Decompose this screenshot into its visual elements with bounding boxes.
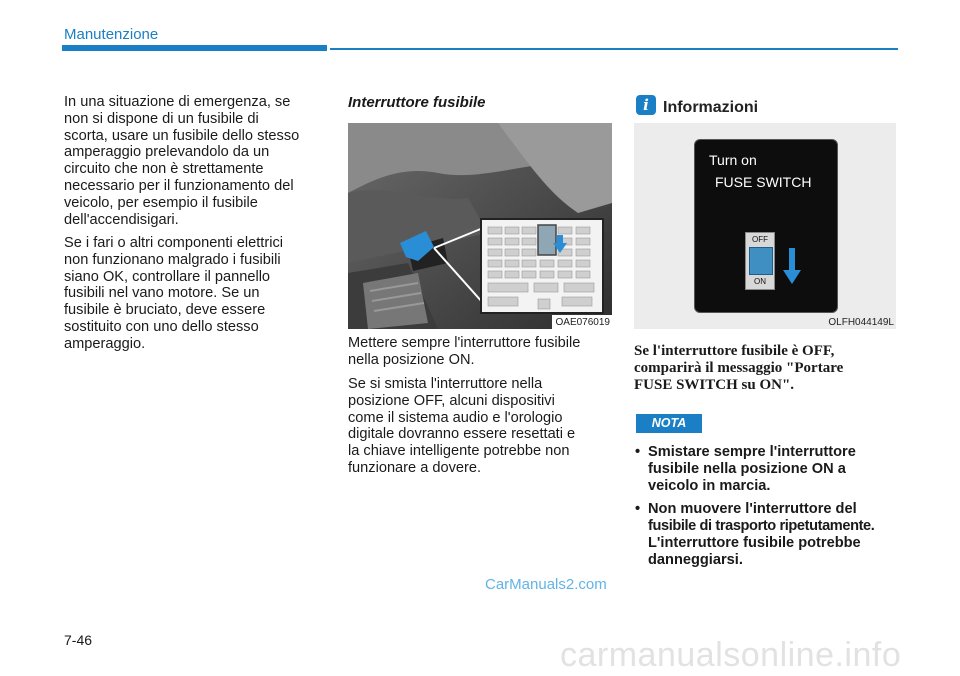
arrow-down-icon [783, 248, 801, 284]
info-title: Informazioni [663, 99, 759, 116]
cluster-display [694, 139, 838, 313]
col2-paragraph-1: Mettere sempre l'interruttore fusibile nella posizione ON. [348, 335, 581, 368]
figure-code-label-2: OLFH044149L [824, 315, 896, 329]
page-number: 7-46 [64, 632, 93, 648]
info-icon: i [636, 95, 656, 115]
list-item: • Non muovere l'interruttore del fusibile di trasporto ripetutamente. L'interruttore fusibile potrebbe danneggiarsi. [635, 501, 875, 568]
switch-on-label: ON [754, 277, 766, 286]
col2-paragraph-2: Se si smista l'interruttore nella posizione OFF, alcuni dispositivi come il sistema audio e l'orologio digitale dovranno essere resettati e la chiave intelligente potrebbe non funzionare a dovere. [348, 376, 576, 476]
list-item: • Smistare sempre l'interruttore fusibile nella posizione ON a veicolo in marcia. [635, 444, 856, 494]
fuse-panel-illustration [348, 123, 612, 329]
nota-badge: NOTA [636, 414, 702, 433]
switch-off-label: OFF [752, 235, 768, 244]
info-text: Se l'interruttore fusibile è OFF, comparirà il messaggio "Portare FUSE SWITCH su ON". [634, 343, 844, 393]
header-rule-thin [330, 48, 898, 50]
figure-code-label: OAE076019 [552, 315, 613, 329]
subheading-fuse-switch: Interruttore fusibile [348, 94, 486, 111]
figure-fuse-panel [348, 123, 612, 329]
header-rule-thick [62, 45, 327, 51]
figure-cluster-message [634, 123, 896, 329]
display-line-2: FUSE SWITCH [715, 174, 812, 190]
site-watermark: carmanualsonline.info [560, 636, 902, 674]
section-title: Manutenzione [64, 26, 159, 43]
display-line-1: Turn on [709, 152, 757, 168]
nota-bullets [634, 444, 896, 575]
fuse-switch-graphic [745, 232, 775, 290]
watermark-link[interactable]: CarManuals2.com [485, 576, 607, 593]
switch-lever [749, 247, 773, 275]
col1-paragraph-1: In una situazione di emergenza, se non si dispone di un fusibile di scorta, usare un fusibile dello stesso amperaggio prelevandolo da un circuito che non è strettamente necessario per il funzionamento del veicolo, per esempio il fusibile dell'accendisigari. [64, 94, 300, 228]
col1-paragraph-2: Se i fari o altri componenti elettrici non funzionano malgrado i fusibili siano OK, controllare il pannello fusibili nel vano motore. Se un fusibile è bruciato, deve essere sostituito con uno dello stesso amperaggio. [64, 235, 283, 352]
